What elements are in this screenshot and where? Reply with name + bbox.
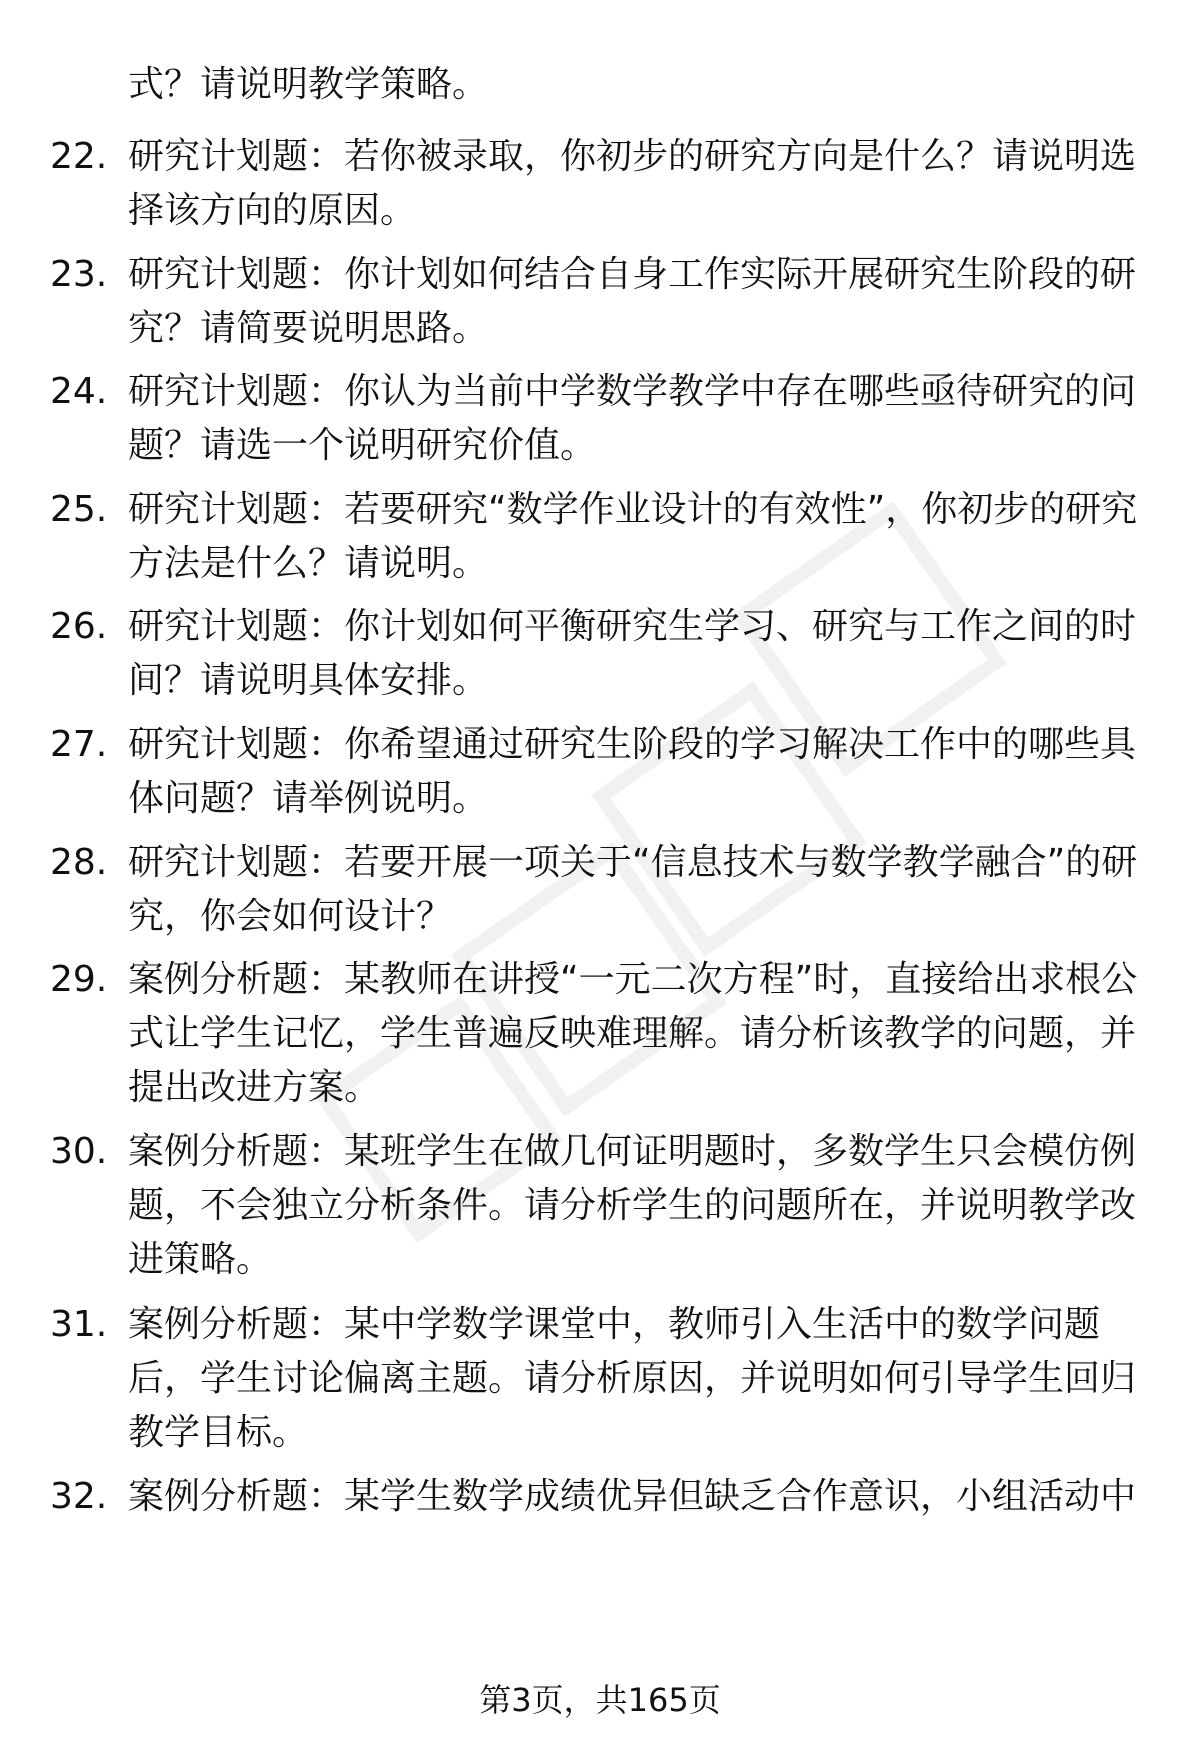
question-number: 27. [50, 724, 108, 765]
question-number: 24. [50, 371, 108, 412]
question-text: 案例分析题：某班学生在做几何证明题时，多数学生只会模仿例题，不会独立分析条件。请分析学生的问题所在，并说明教学改进策略。 [128, 1131, 1137, 1280]
question-23 [50, 248, 1160, 356]
question-number: 26. [50, 606, 108, 647]
question-number: 23. [50, 254, 108, 295]
question-number: 32. [50, 1476, 108, 1517]
question-number: 30. [50, 1131, 108, 1172]
question-text: 研究计划题：你认为当前中学数学教学中存在哪些亟待研究的问题？请选一个说明研究价值。 [128, 371, 1137, 466]
question-32 [50, 1470, 1160, 1524]
question-22 [50, 130, 1160, 238]
question-text: 研究计划题：你计划如何结合自身工作实际开展研究生阶段的研究？请简要说明思路。 [128, 254, 1137, 349]
continued-question-text: 式？请说明教学策略。 [128, 64, 489, 105]
question-29 [50, 953, 1160, 1115]
question-text: 研究计划题：若你被录取，你初步的研究方向是什么？请说明选择该方向的原因。 [128, 136, 1137, 231]
question-text: 案例分析题：某教师在讲授“一元二次方程”时，直接给出求根公式让学生记忆，学生普遍反映难理解。请分析该教学的问题，并提出改进方案。 [128, 959, 1138, 1108]
question-25 [50, 483, 1160, 591]
question-text: 研究计划题：若要开展一项关于“信息技术与数学教学融合”的研究，你会如何设计？ [128, 842, 1138, 937]
question-24 [50, 365, 1160, 473]
question-31 [50, 1298, 1160, 1460]
page-number: 第3页，共165页 [479, 1681, 721, 1719]
question-number: 25. [50, 489, 108, 530]
question-number: 28. [50, 842, 108, 883]
question-text: 案例分析题：某中学数学课堂中，教师引入生活中的数学问题后，学生讨论偏离主题。请分析原因，并说明如何引导学生回归教学目标。 [128, 1304, 1137, 1453]
question-30 [50, 1125, 1160, 1287]
question-number: 29. [50, 959, 108, 1000]
question-text: 案例分析题：某学生数学成绩优异但缺乏合作意识，小组活动中 [128, 1476, 1137, 1517]
question-number: 22. [50, 136, 108, 177]
question-text: 研究计划题：你计划如何平衡研究生学习、研究与工作之间的时间？请说明具体安排。 [128, 606, 1137, 701]
question-27 [50, 718, 1160, 826]
question-text: 研究计划题：你希望通过研究生阶段的学习解决工作中的哪些具体问题？请举例说明。 [128, 724, 1137, 819]
question-number: 31. [50, 1304, 108, 1345]
question-26 [50, 600, 1160, 708]
question-28 [50, 836, 1160, 944]
question-text: 研究计划题：若要研究“数学作业设计的有效性”，你初步的研究方法是什么？请说明。 [128, 489, 1138, 584]
